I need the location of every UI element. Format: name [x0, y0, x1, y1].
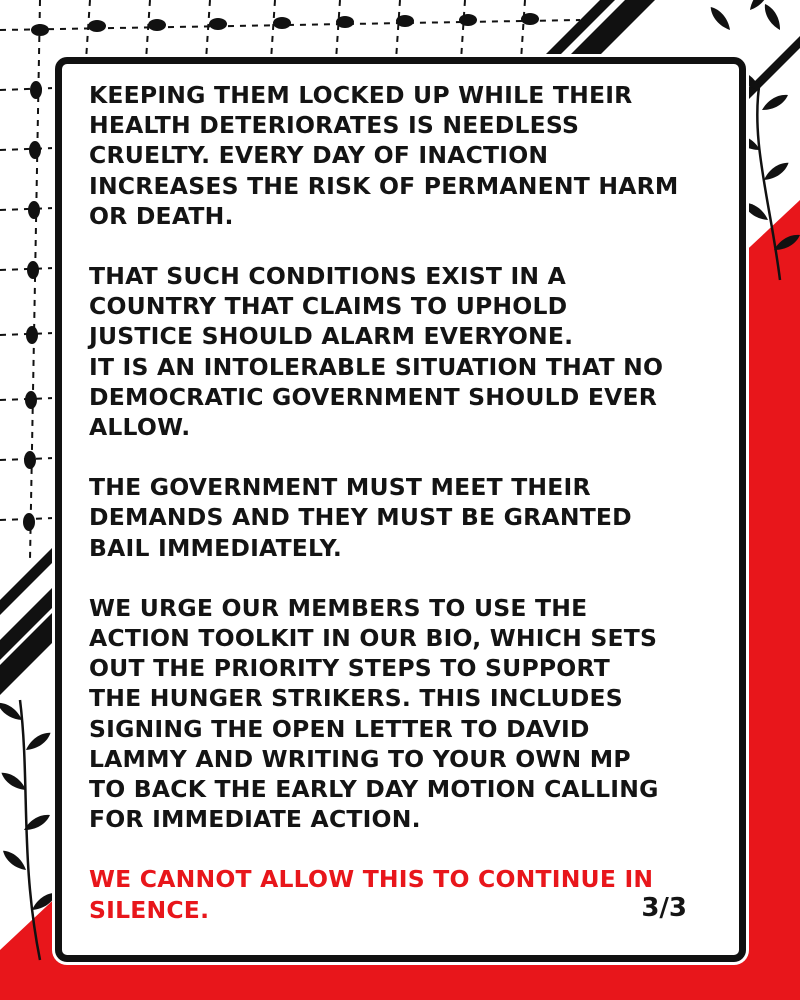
text-line: ACTION TOOLKIT IN OUR BIO, WHICH SETS: [89, 624, 658, 653]
text-line: IT IS AN INTOLERABLE SITUATION THAT NO: [89, 352, 664, 381]
text-line: JUSTICE SHOULD ALARM EVERYONE.: [89, 322, 574, 351]
paragraph-1: [89, 80, 709, 231]
text-line: THE HUNGER STRIKERS. THIS INCLUDES: [89, 684, 623, 713]
text-line: OUT THE PRIORITY STEPS TO SUPPORT: [89, 654, 610, 683]
text-line: COUNTRY THAT CLAIMS TO UPHOLD: [89, 292, 568, 321]
text-line: FOR IMMEDIATE ACTION.: [89, 805, 421, 834]
paragraph-4: [89, 593, 709, 835]
text-line: CRUELTY. EVERY DAY OF INACTION: [89, 141, 549, 170]
text-line: INCREASES THE RISK OF PERMANENT HARM: [89, 171, 679, 200]
text-line: DEMANDS AND THEY MUST BE GRANTED: [89, 503, 632, 532]
text-line: THE GOVERNMENT MUST MEET THEIR: [89, 473, 591, 502]
text-line: WE CANNOT ALLOW THIS TO CONTINUE IN: [89, 865, 654, 894]
text-line: OR DEATH.: [89, 201, 234, 230]
text-line: THAT SUCH CONDITIONS EXIST IN A: [89, 262, 567, 291]
text-line: DEMOCRATIC GOVERNMENT SHOULD EVER: [89, 382, 658, 411]
text-line: BAIL IMMEDIATELY.: [89, 533, 343, 562]
text-line: SIGNING THE OPEN LETTER TO DAVID: [89, 714, 590, 743]
text-line: WE URGE OUR MEMBERS TO USE THE: [89, 593, 588, 622]
text-line: LAMMY AND WRITING TO YOUR OWN MP: [89, 744, 631, 773]
text-line: SILENCE.: [89, 895, 210, 924]
page-indicator: 3/3: [641, 893, 687, 923]
closing-statement: [89, 864, 709, 924]
text-line: TO BACK THE EARLY DAY MOTION CALLING: [89, 775, 659, 804]
text-line: ALLOW.: [89, 413, 191, 442]
paragraph-2: [89, 261, 709, 442]
paragraph-3: [89, 472, 709, 563]
post-body: [89, 80, 709, 955]
text-line: KEEPING THEM LOCKED UP WHILE THEIR: [89, 81, 633, 109]
text-card: [55, 57, 746, 962]
text-line: HEALTH DETERIORATES IS NEEDLESS: [89, 111, 580, 140]
